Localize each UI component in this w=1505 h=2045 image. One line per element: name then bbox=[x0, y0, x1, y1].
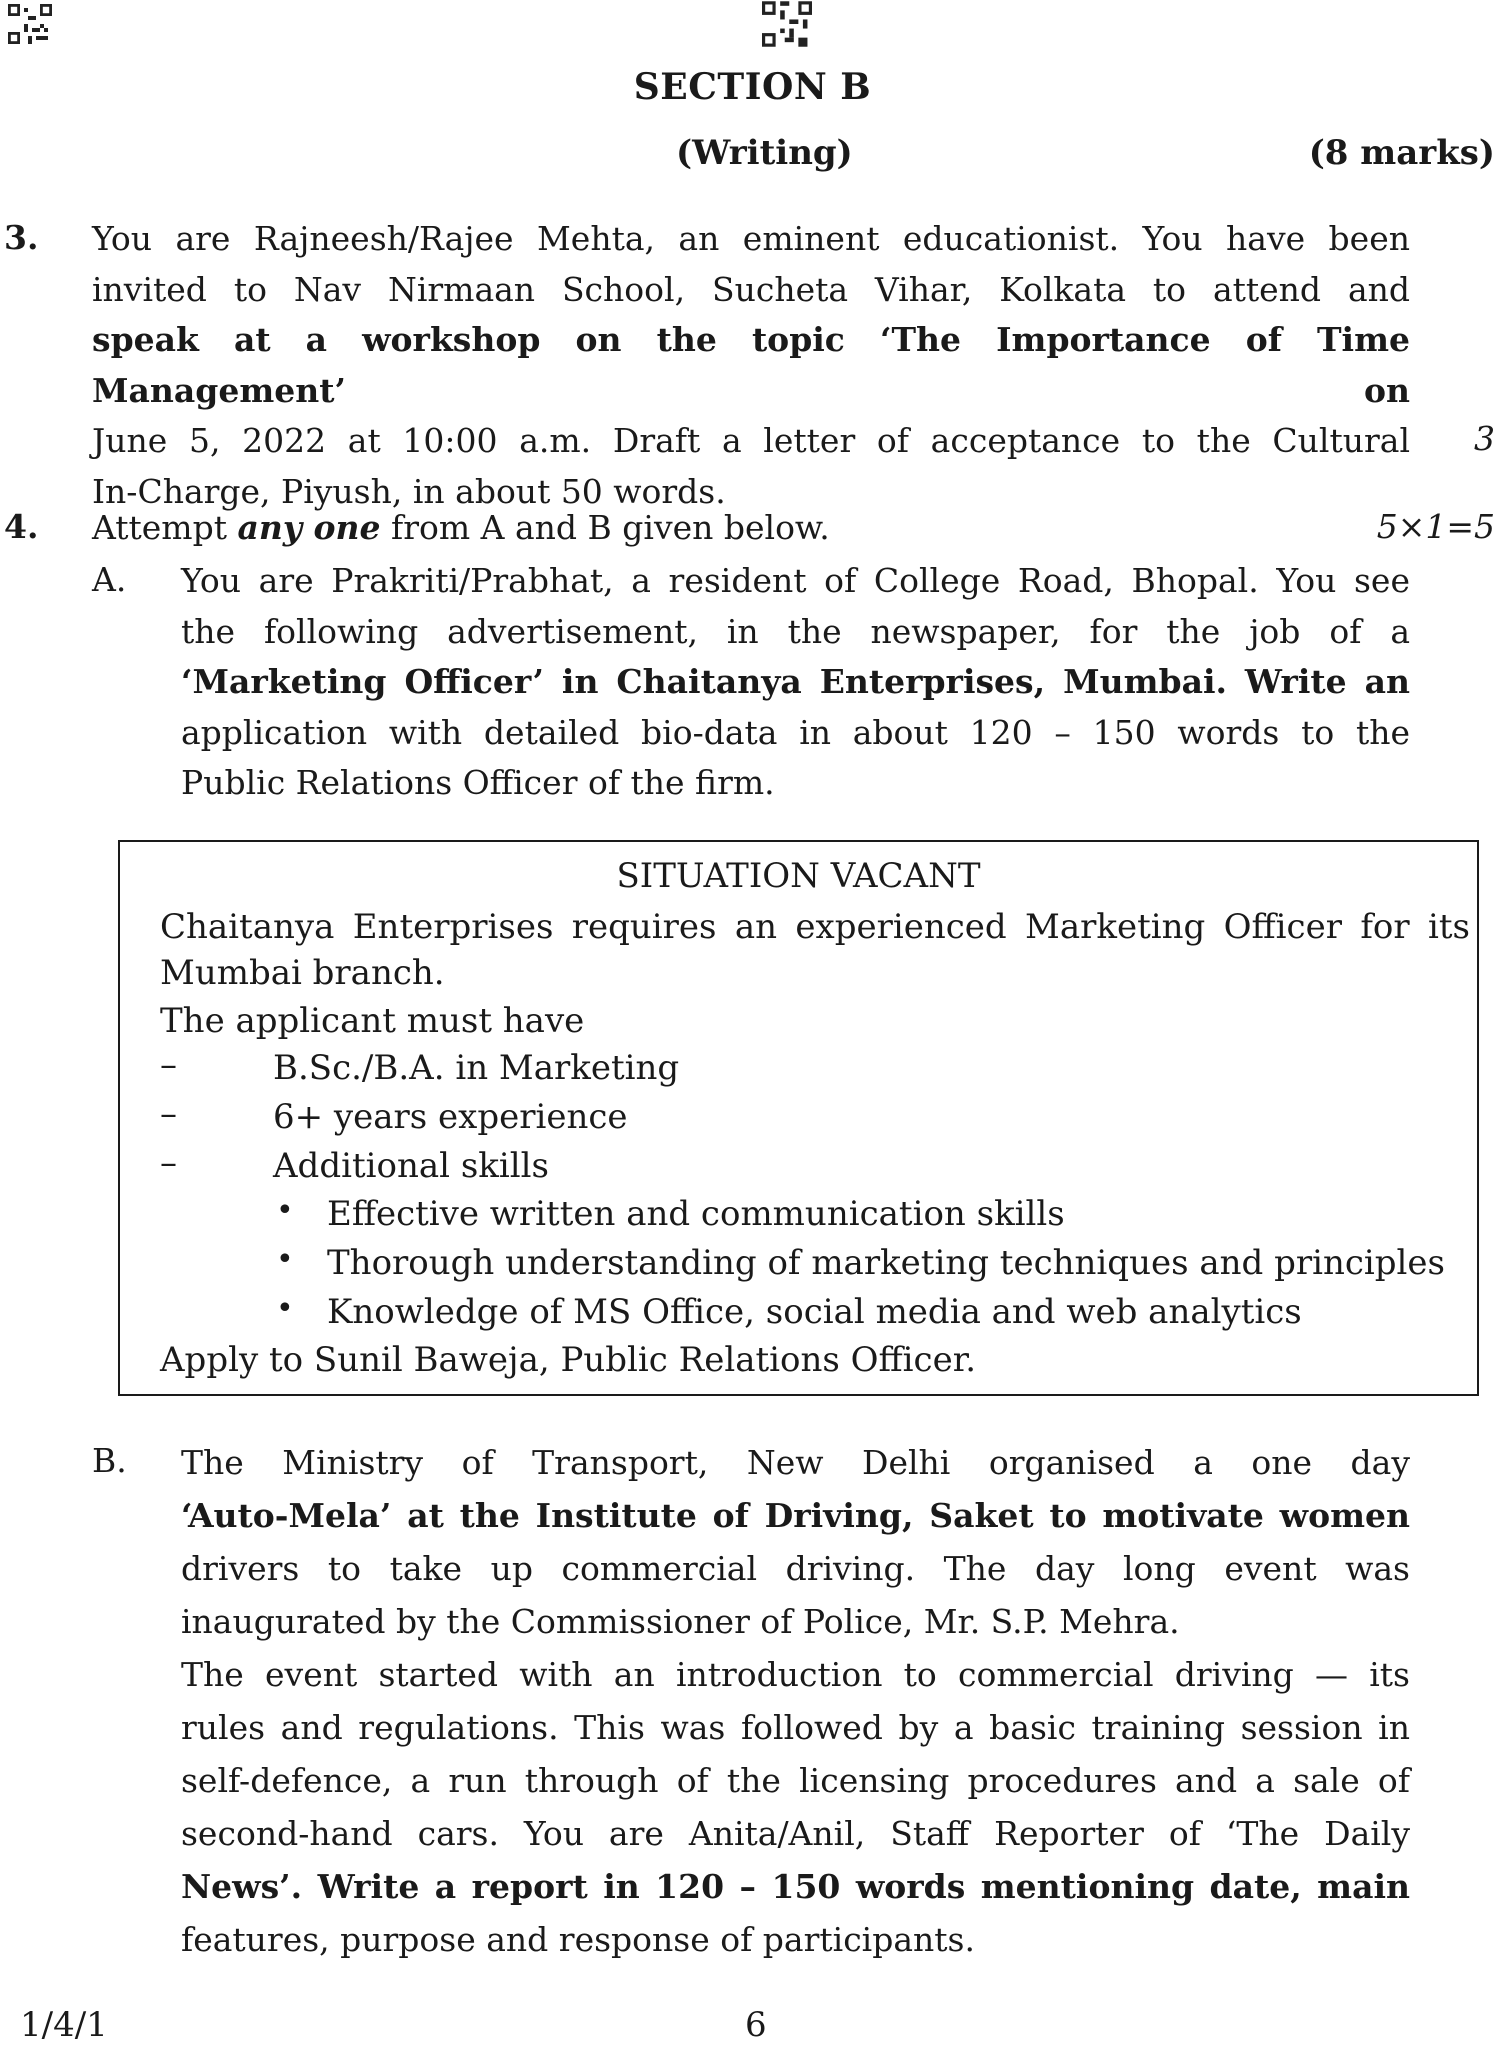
advertisement-apply: Apply to Sunil Baweja, Public Relations Officer. bbox=[160, 1340, 977, 1380]
option-b-line: rules and regulations. This was followed by a basic training session in bbox=[181, 1708, 1410, 1747]
option-b-letter: B. bbox=[92, 1441, 127, 1480]
advertisement-line-1: Chaitanya Enterprises requires an experienced Marketing Officer for its bbox=[160, 907, 1470, 947]
question-number-3: 3. bbox=[4, 218, 39, 257]
skill-bullet: • bbox=[276, 1193, 294, 1228]
skill-item: Thorough understanding of marketing techniques and principles bbox=[327, 1243, 1445, 1283]
qr-code-top-center bbox=[762, 0, 812, 48]
option-b-line: features, purpose and response of participants. bbox=[181, 1920, 975, 1959]
question-3-line: In-Charge, Piyush, in about 50 words. bbox=[92, 471, 726, 511]
requirement-item: B.Sc./B.A. in Marketing bbox=[273, 1048, 680, 1088]
option-a-line: the following advertisement, in the newspaper, for the job of a bbox=[181, 611, 1410, 651]
requirement-dash: – bbox=[160, 1143, 177, 1183]
question-3-text bbox=[92, 214, 1410, 517]
option-a-line: application with detailed bio-data in about 120 – 150 words to the bbox=[181, 712, 1410, 752]
option-b-line: drivers to take up commercial driving. The day long event was bbox=[181, 1549, 1410, 1588]
qr-code-top-left-graphic bbox=[8, 4, 52, 44]
qr-code-top-center-graphic bbox=[762, 0, 812, 48]
advertisement-line-2: Mumbai branch. bbox=[160, 953, 445, 993]
requirement-item: Additional skills bbox=[273, 1146, 549, 1186]
question-4-marks: 5×1=5 bbox=[1376, 507, 1495, 546]
skill-item: Effective written and communication skills bbox=[327, 1194, 1065, 1234]
option-b-line: inaugurated by the Commissioner of Police, Mr. S.P. Mehra. bbox=[181, 1602, 1180, 1641]
qr-code-top-left bbox=[8, 4, 52, 44]
question-4-intro-emphasis: any one bbox=[237, 508, 381, 547]
advertisement-box bbox=[118, 840, 1479, 1396]
option-a-line: ‘Marketing Officer’ in Chaitanya Enterprises, Mumbai. Write an bbox=[181, 662, 1410, 701]
section-marks: (8 marks) bbox=[1308, 133, 1495, 173]
option-b-line: second-hand cars. You are Anita/Anil, Staff Reporter of ‘The Daily bbox=[181, 1814, 1410, 1853]
advertisement-title: SITUATION VACANT bbox=[616, 856, 981, 896]
option-a-letter: A. bbox=[92, 560, 127, 599]
option-b-text bbox=[181, 1436, 1410, 1966]
option-a-line: Public Relations Officer of the firm. bbox=[181, 763, 775, 802]
skill-bullet: • bbox=[276, 1242, 294, 1277]
question-3-line: You are Rajneesh/Rajee Mehta, an eminent educationist. You have been bbox=[92, 219, 1410, 258]
section-title: SECTION B bbox=[633, 66, 872, 108]
requirement-item: 6+ years experience bbox=[273, 1097, 628, 1137]
question-3-line: June 5, 2022 at 10:00 a.m. Draft a letter of acceptance to the Cultural bbox=[92, 421, 1410, 460]
question-3-line: speak at a workshop on the topic ‘The Importance of Time Management’ on bbox=[92, 320, 1410, 410]
option-b-line: The event started with an introduction to commercial driving — its bbox=[181, 1655, 1410, 1694]
question-4-intro-pre: Attempt bbox=[92, 508, 238, 547]
option-b-line: The Ministry of Transport, New Delhi organised a one day bbox=[181, 1443, 1410, 1482]
option-a-text bbox=[181, 556, 1410, 809]
question-4-intro bbox=[92, 503, 992, 554]
option-b-line: News’. Write a report in 120 – 150 words mentioning date, main bbox=[181, 1867, 1410, 1906]
page-number: 6 bbox=[745, 2005, 767, 2045]
option-b-line: ‘Auto-Mela’ at the Institute of Driving, Saket to motivate women bbox=[181, 1496, 1410, 1535]
skill-item: Knowledge of MS Office, social media and web analytics bbox=[327, 1292, 1302, 1332]
section-subtitle: (Writing) bbox=[676, 133, 853, 173]
question-3-line: invited to Nav Nirmaan School, Sucheta Vihar, Kolkata to attend and bbox=[92, 269, 1410, 309]
option-a-line: You are Prakriti/Prabhat, a resident of College Road, Bhopal. You see bbox=[181, 561, 1410, 600]
skill-bullet: • bbox=[276, 1291, 294, 1326]
question-number-4: 4. bbox=[4, 507, 39, 546]
option-b-line: self-defence, a run through of the licensing procedures and a sale of bbox=[181, 1761, 1410, 1800]
advertisement-line-3: The applicant must have bbox=[160, 1001, 585, 1041]
question-4-intro-post: from A and B given below. bbox=[380, 508, 830, 547]
paper-code: 1/4/1 bbox=[20, 2005, 108, 2045]
requirement-dash: – bbox=[160, 1094, 177, 1134]
requirement-dash: – bbox=[160, 1045, 177, 1085]
question-3-marks: 3 bbox=[1474, 419, 1495, 458]
